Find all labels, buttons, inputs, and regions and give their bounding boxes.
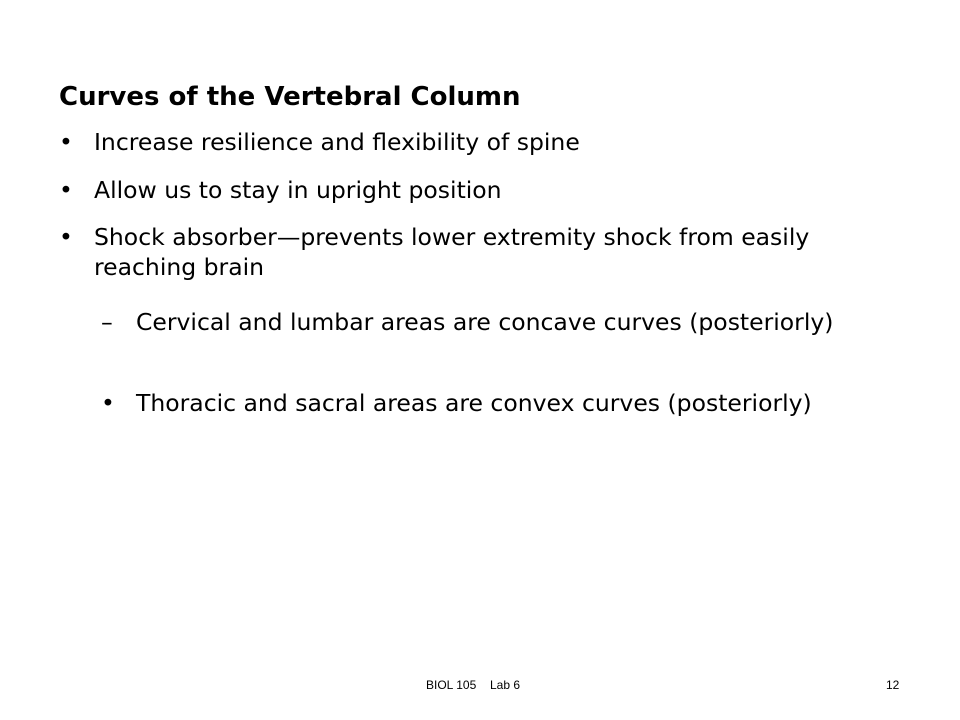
slide-title: Curves of the Vertebral Column [59, 82, 521, 112]
footer-course: BIOL 105 [426, 678, 477, 692]
footer-page-number: 12 [886, 678, 900, 692]
sub-bullet-text: Thoracic and sacral areas are convex curves (posteriorly) [136, 389, 812, 417]
sub-bullet-marker: • [101, 389, 115, 417]
sub-bullet-item [101, 307, 861, 337]
bullet-text: Increase resilience and flexibility of spine [94, 128, 580, 156]
bullet-marker: • [59, 223, 73, 251]
bullet-item [59, 127, 879, 157]
bullet-text: Shock absorber—prevents lower extremity shock from easily reaching brain [94, 223, 810, 281]
bullet-marker: • [59, 176, 73, 204]
sub-bullet-text: Cervical and lumbar areas are concave curves (posteriorly) [136, 308, 834, 336]
bullet-text: Allow us to stay in upright position [94, 176, 502, 204]
bullet-item [59, 222, 879, 282]
bullet-item [59, 175, 879, 205]
sub-bullet-marker: – [101, 308, 113, 336]
bullet-marker: • [59, 128, 73, 156]
footer-lab: Lab 6 [490, 678, 521, 692]
sub-bullet-item [101, 388, 861, 418]
